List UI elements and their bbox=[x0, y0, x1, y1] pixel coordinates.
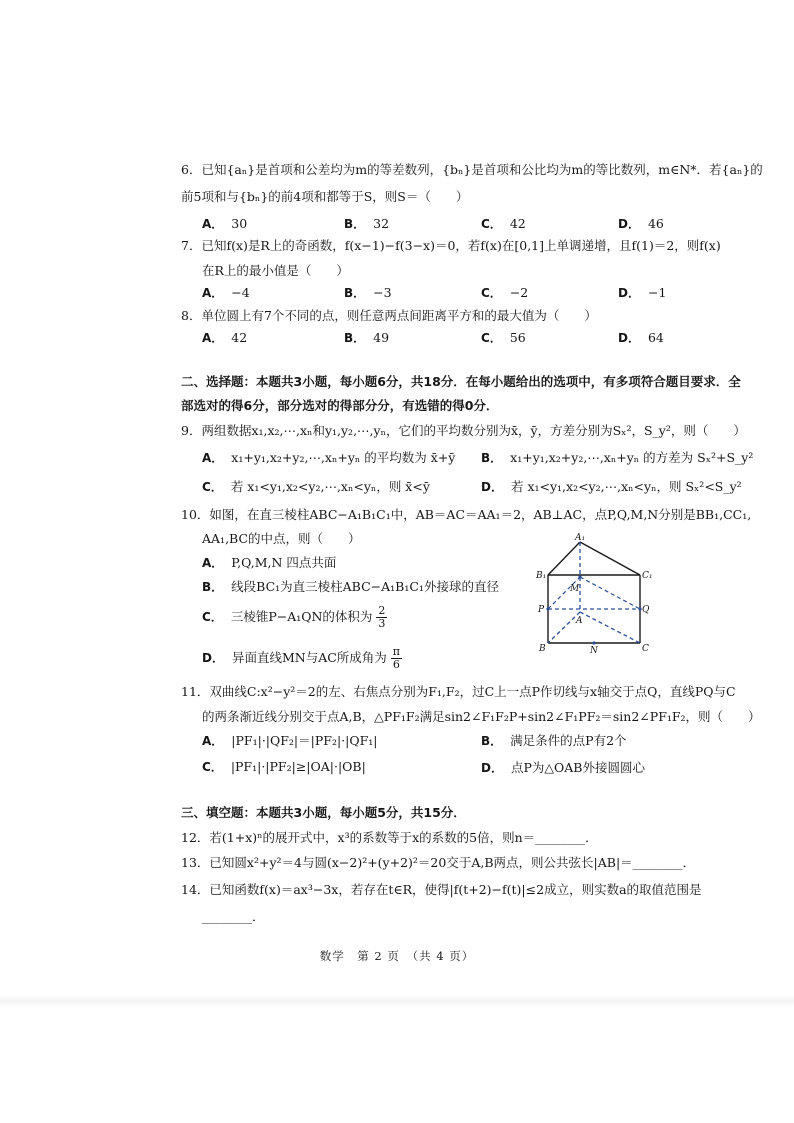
label-a1: A₁ bbox=[575, 533, 586, 543]
q7-line2: 在R上的最小值是（ ） bbox=[202, 263, 349, 278]
q7-option-a: A． −4 bbox=[202, 285, 250, 300]
label-n: N bbox=[590, 646, 598, 656]
q6-option-d: D． 46 bbox=[618, 216, 664, 231]
q14-line2: ________． bbox=[202, 909, 265, 924]
edge-a1-c1 bbox=[580, 542, 640, 575]
q6-line2: 前5项和与{bₙ}的前4项和都等于S，则S＝（ ） bbox=[181, 189, 469, 204]
section2-heading-line2: 部选对的得6分，部分选对的得部分分，有选错的得0分． bbox=[181, 398, 499, 413]
label-q: Q bbox=[642, 605, 650, 615]
edge-a1-b1 bbox=[548, 542, 580, 575]
q7-option-b: B． −3 bbox=[344, 285, 392, 300]
q7-option-c: C． −2 bbox=[481, 285, 529, 300]
q10-option-a: A． P,Q,M,N 四点共面 bbox=[202, 555, 337, 570]
q10-line2: AA₁,BC的中点，则（ ） bbox=[202, 531, 361, 546]
scan-band bbox=[0, 995, 794, 1007]
q11-option-b: B． 满足条件的点P有2个 bbox=[481, 733, 627, 748]
section3-heading: 三、填空题：本题共3小题，每小题5分，共15分． bbox=[181, 805, 466, 820]
label-a: A bbox=[576, 616, 583, 626]
q11-option-a: A． |PF₁|·|QF₂|＝|PF₂|·|QF₁| bbox=[202, 733, 378, 748]
q8-option-d: D． 64 bbox=[618, 330, 664, 345]
q8-option-a: A． 42 bbox=[202, 330, 248, 345]
label-c1: C₁ bbox=[642, 571, 653, 581]
label-c: C bbox=[642, 644, 649, 654]
q6-option-c: C． 42 bbox=[481, 216, 526, 231]
q9-option-b: B． x₁+y₁,x₂+y₂,⋯,xₙ+yₙ 的方差为 Sₓ²+S_y² bbox=[481, 450, 754, 465]
q8-line1: 8．单位圆上有7个不同的点，则任意两点间距离平方和的最大值为（ ） bbox=[181, 308, 597, 323]
prism-figure bbox=[530, 532, 660, 657]
q8-option-c: C． 56 bbox=[481, 330, 526, 345]
q9-line1: 9．两组数据x₁,x₂,⋯,xₙ和y₁,y₂,⋯,yₙ，它们的平均数分别为x̄，ȳ，方差分别为Sₓ²，S_y²，则（ ） bbox=[181, 423, 746, 438]
q10-line1: 10．如图，在直三棱柱ABC−A₁B₁C₁中，AB＝AC＝AA₁＝2，AB⊥AC，点P,Q,M,N分别是BB₁,CC₁, bbox=[181, 507, 752, 522]
q11-line2: 的两条渐近线分别交于点A,B，△PF₁F₂满足sin2∠F₁F₂P+sin2∠F₁PF₂＝sin2∠PF₁F₂，则（ ） bbox=[202, 709, 761, 724]
q11-option-d: D． 点P为△OAB外接圆圆心 bbox=[481, 760, 645, 775]
point-m bbox=[578, 575, 581, 578]
label-b1: B₁ bbox=[536, 571, 547, 581]
q9-option-d: D． 若 x₁<y₁,x₂<y₂,⋯,xₙ<yₙ，则 Sₓ²<S_y² bbox=[481, 479, 742, 494]
q10-fraction-d: $\frac{\pi}{6}$ bbox=[392, 645, 401, 671]
q12-line1: 12．若(1+x)ⁿ的展开式中，x³的系数等于x的系数的5倍，则n＝________． bbox=[181, 830, 598, 845]
q13-line1: 13．已知圆x²+y²＝4与圆(x−2)²+(y+2)²＝20交于A,B两点，则公共弦长|AB|＝________． bbox=[181, 855, 696, 870]
q14-line1: 14．已知函数f(x)＝ax³−3x，若存在t∈R，使得|f(t+2)−f(t)|≤2成立，则实数a的取值范围是 bbox=[181, 882, 702, 897]
q10-fraction-c: $\frac{2}{3}$ bbox=[378, 604, 386, 630]
point-n bbox=[592, 641, 595, 644]
q10-option-b: B． 线段BC₁为直三棱柱ABC−A₁B₁C₁外接球的直径 bbox=[202, 579, 499, 594]
q7-line1: 7．已知f(x)是R上的奇函数，f(x−1)−f(3−x)＝0，若f(x)在[0,1]上单调递增，且f(1)＝2，则f(x) bbox=[181, 238, 721, 253]
point-p bbox=[546, 607, 549, 610]
q6-line1: 6．已知{aₙ}是首项和公差均为m的等差数列，{bₙ}是首项和公比均为m的等比数列，m∈N*．若{aₙ}的 bbox=[181, 162, 763, 177]
q11-option-c: C． |PF₁|·|PF₂|≥|OA|·|OB| bbox=[202, 759, 366, 774]
q7-option-d: D． −1 bbox=[618, 285, 667, 300]
q10-option-d: D． 异面直线MN与AC所成角为 $\frac{\pi}{6}$ bbox=[202, 645, 401, 671]
label-m: M bbox=[570, 584, 580, 594]
q9-option-c: C． 若 x₁<y₁,x₂<y₂,⋯,xₙ<yₙ，则 x̄<ȳ bbox=[202, 479, 430, 494]
q11-line1: 11．双曲线C:x²−y²＝2的左、右焦点分别为F₁,F₂，过C上一点P作切线与x轴交于点Q，直线PQ与C bbox=[181, 684, 736, 699]
label-b: B bbox=[539, 644, 546, 654]
q6-option-b: B． 32 bbox=[344, 216, 390, 231]
page-footer: 数学 第 2 页 （共 4 页） bbox=[319, 949, 475, 963]
edge-a-c-hidden bbox=[580, 612, 640, 643]
q8-option-b: B． 49 bbox=[344, 330, 390, 345]
q6-option-a: A． 30 bbox=[202, 216, 248, 231]
label-p: P bbox=[538, 605, 545, 615]
q10-option-c: C． 三棱锥P−A₁QN的体积为 $\frac{2}{3}$ bbox=[202, 604, 386, 630]
segment-m-q-hidden bbox=[580, 577, 640, 609]
section2-heading-line1: 二、选择题：本题共3小题，每小题6分，共18分．在每小题给出的选项中，有多项符合题目要求．全 bbox=[181, 374, 741, 389]
q9-option-a: A． x₁+y₁,x₂+y₂,⋯,xₙ+yₙ 的平均数为 x̄+ȳ bbox=[202, 450, 456, 465]
